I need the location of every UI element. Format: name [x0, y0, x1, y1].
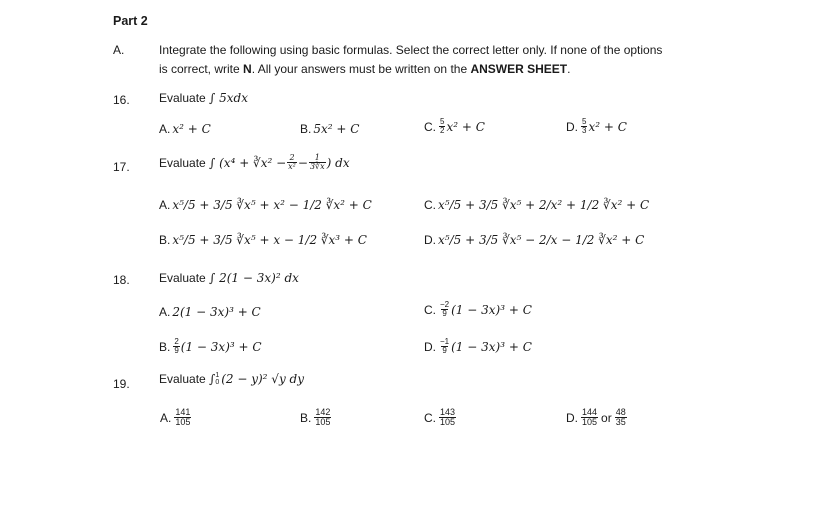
q17-option-c[interactable]: C. x⁵/5 + 3/5 ∛x⁵ + 2/x² + 1/2 ∛x² + C — [424, 198, 650, 212]
q18-option-a[interactable]: A. 2(1 − 3x)³ + C — [159, 305, 261, 319]
q18-option-b[interactable]: B. $\frac{2}{9}$ (1 − 3x)³ + C — [159, 337, 262, 355]
q19-option-a[interactable]: A. $\frac{141}{105}$ — [160, 407, 191, 427]
q18-option-c[interactable]: C. $\frac{-2}{9}$ (1 − 3x)³ + C — [424, 300, 532, 318]
instructions-line-1: Integrate the following using basic formulas. Select the correct letter only. If none of the options — [159, 43, 663, 57]
question-16-integral: ∫ 5xdx — [209, 91, 248, 105]
q19-option-b[interactable]: B. $\frac{142}{105}$ — [300, 407, 331, 427]
instructions — [159, 41, 662, 79]
q17-option-b[interactable]: B. x⁵/5 + 3/5 ∛x⁵ + x − 1/2 ∛x³ + C — [159, 233, 367, 247]
question-19-number: 19. — [113, 377, 130, 391]
q19-option-c[interactable]: C. $\frac{143}{105}$ — [424, 407, 456, 427]
q16-option-d[interactable]: D. $\frac{5}{3}$ x² + C — [566, 117, 627, 135]
question-18-prompt: Evaluate ∫ 2(1 − 3x)² dx — [159, 271, 299, 285]
q16-option-a[interactable]: A. x² + C — [159, 122, 211, 136]
q17-option-a[interactable]: A. x⁵/5 + 3/5 ∛x⁵ + x² − 1/2 ∛x² + C — [159, 198, 372, 212]
part-title: Part 2 — [113, 14, 148, 28]
instructions-line-2: is correct, write N. All your answers must be written on the ANSWER SHEET. — [159, 62, 571, 76]
question-18-number: 18. — [113, 273, 130, 287]
question-17-prompt: Evaluate ∫ (x⁴ + ∛x² − $\frac{2}{\text{x²}}$ − $\frac{1}{3∛x}$ ) dx — [159, 153, 350, 171]
question-16-number: 16. — [113, 93, 130, 107]
q16-option-b[interactable]: B. 5x² + C — [300, 122, 360, 136]
section-letter: A. — [113, 43, 125, 57]
q18-option-d[interactable]: D. $\frac{-1}{9}$ (1 − 3x)³ + C — [424, 337, 532, 355]
question-18-integral: ∫ 2(1 − 3x)² dx — [209, 271, 299, 285]
evaluate-label: Evaluate — [159, 91, 206, 105]
question-16-prompt — [159, 91, 248, 105]
q19-option-d[interactable]: D. $\frac{144}{105}$ or $\frac{48}{35}$ — [566, 407, 626, 427]
question-19-prompt: Evaluate ∫ 1 0 (2 − y)² √y dy — [159, 372, 305, 386]
question-17-number: 17. — [113, 160, 130, 174]
q17-option-d[interactable]: D. x⁵/5 + 3/5 ∛x⁵ − 2/x − 1/2 ∛x² + C — [424, 233, 645, 247]
q16-option-c[interactable]: C. $\frac{5}{2}$ x² + C — [424, 117, 485, 135]
